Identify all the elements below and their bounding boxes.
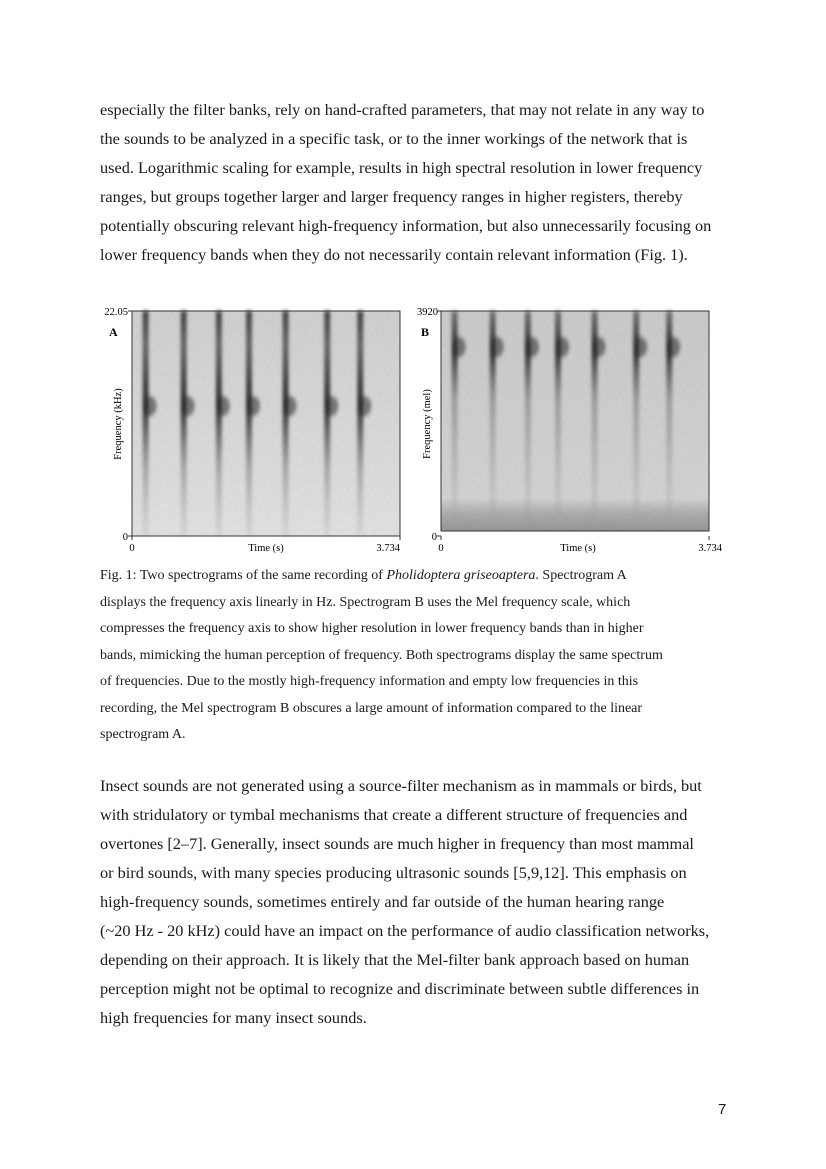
caption-line: of frequencies. Due to the mostly high-frequency information and empty low frequencies in this [100,674,639,689]
text-line: (~20 Hz - 20 kHz) could have an impact on the performance of audio classification networks, [100,921,710,940]
x-max-label: 3.734 [698,543,722,554]
call-energy-blob [633,337,647,357]
text-line: ranges, but groups together larger and larger frequency ranges in higher registers, thereby [100,187,683,206]
species-name: Pholidoptera griseoaptera [386,568,536,583]
panel-letter-b: B [421,325,430,339]
call-energy-blob [283,396,297,416]
call-energy-blob [666,337,680,357]
y-max-label: 3920 [417,307,438,318]
text-line: depending on their approach. It is likely that the Mel-filter bank approach based on human [100,950,690,969]
y-max-label: 22.05 [104,307,128,318]
text-line: high-frequency sounds, sometimes entirely and far outside of the human hearing range [100,892,665,911]
paragraph-bottom [100,771,732,1032]
caption-line [100,563,740,590]
y-axis-label: Frequency (kHz) [113,388,124,460]
y-min-label: 0 [431,532,437,543]
call-energy-blob [324,396,338,416]
call-streak [181,311,187,536]
call-energy-blob [555,337,569,357]
call-energy-blob [525,337,539,357]
text-line: especially the filter banks, rely on hand-crafted parameters, that may not relate in any way to [100,100,705,119]
x-axis-label: Time (s) [560,543,596,554]
text-line: perception might not be optimal to recognize and discriminate between subtle differences in [100,979,700,998]
spectrogram-panel-b [417,307,723,554]
call-streak [143,311,149,536]
y-min-label: 0 [122,532,128,543]
call-energy-blob [490,337,504,357]
text-line: potentially obscuring relevant high-frequency information, but also unnecessarily focusing on [100,216,712,235]
call-streak [246,311,252,536]
call-streak [324,311,330,536]
call-energy-blob [592,337,606,357]
text-line: the sounds to be analyzed in a specific task, or to the inner workings of the network that is [100,129,688,148]
x-min-label: 0 [129,543,135,554]
caption-line: bands, mimicking the human perception of frequency. Both spectrograms display the same spectrum [100,647,663,663]
panel-letter-a: A [109,325,118,339]
call-energy-blob [143,396,157,416]
caption-text: . Spectrogram A [535,568,627,583]
x-max-label: 3.734 [376,543,400,554]
call-energy-blob [246,396,260,416]
caption-line: recording, the Mel spectrogram B obscures a large amount of information compared to the linear [100,700,643,716]
x-axis-label: Time (s) [248,543,284,554]
text-line: high frequencies for many insect sounds. [100,1008,367,1027]
spectrogram-figure-svg [100,300,740,562]
figure-caption [100,563,740,749]
spectrogram-panel-a [104,307,400,554]
figure-spectrograms [100,300,740,562]
text-line: overtones [2–7]. Generally, insect sounds are much higher in frequency than most mammal [100,834,694,853]
text-line: lower frequency bands when they do not necessarily contain relevant information (Fig. 1). [100,245,688,264]
call-energy-blob [181,396,195,416]
x-min-label: 0 [438,543,444,554]
text-line: Insect sounds are not generated using a source-filter mechanism as in mammals or birds, but [100,776,702,795]
call-energy-blob [452,337,466,357]
page-number: 7 [718,1101,727,1118]
paragraph-top [100,95,732,269]
caption-line: compresses the frequency axis to show higher resolution in lower frequency bands than in higher [100,621,644,636]
caption-text: Fig. 1: Two spectrograms of the same recording of [100,568,387,583]
caption-line: displays the frequency axis linearly in Hz. Spectrogram B uses the Mel frequency scale, which [100,594,631,610]
text-line: used. Logarithmic scaling for example, results in high spectral resolution in lower frequency [100,158,703,177]
call-energy-blob [357,396,371,416]
call-energy-blob [216,396,230,416]
y-axis-label: Frequency (mel) [422,389,433,459]
call-streak [283,311,289,536]
call-streak [357,311,363,536]
call-streak [216,311,222,536]
caption-line: spectrogram A. [100,727,186,742]
text-line: or bird sounds, with many species producing ultrasonic sounds [5,9,12]. This emphasis on [100,863,687,882]
text-line: with stridulatory or tymbal mechanisms that create a different structure of frequencies and [100,805,688,824]
